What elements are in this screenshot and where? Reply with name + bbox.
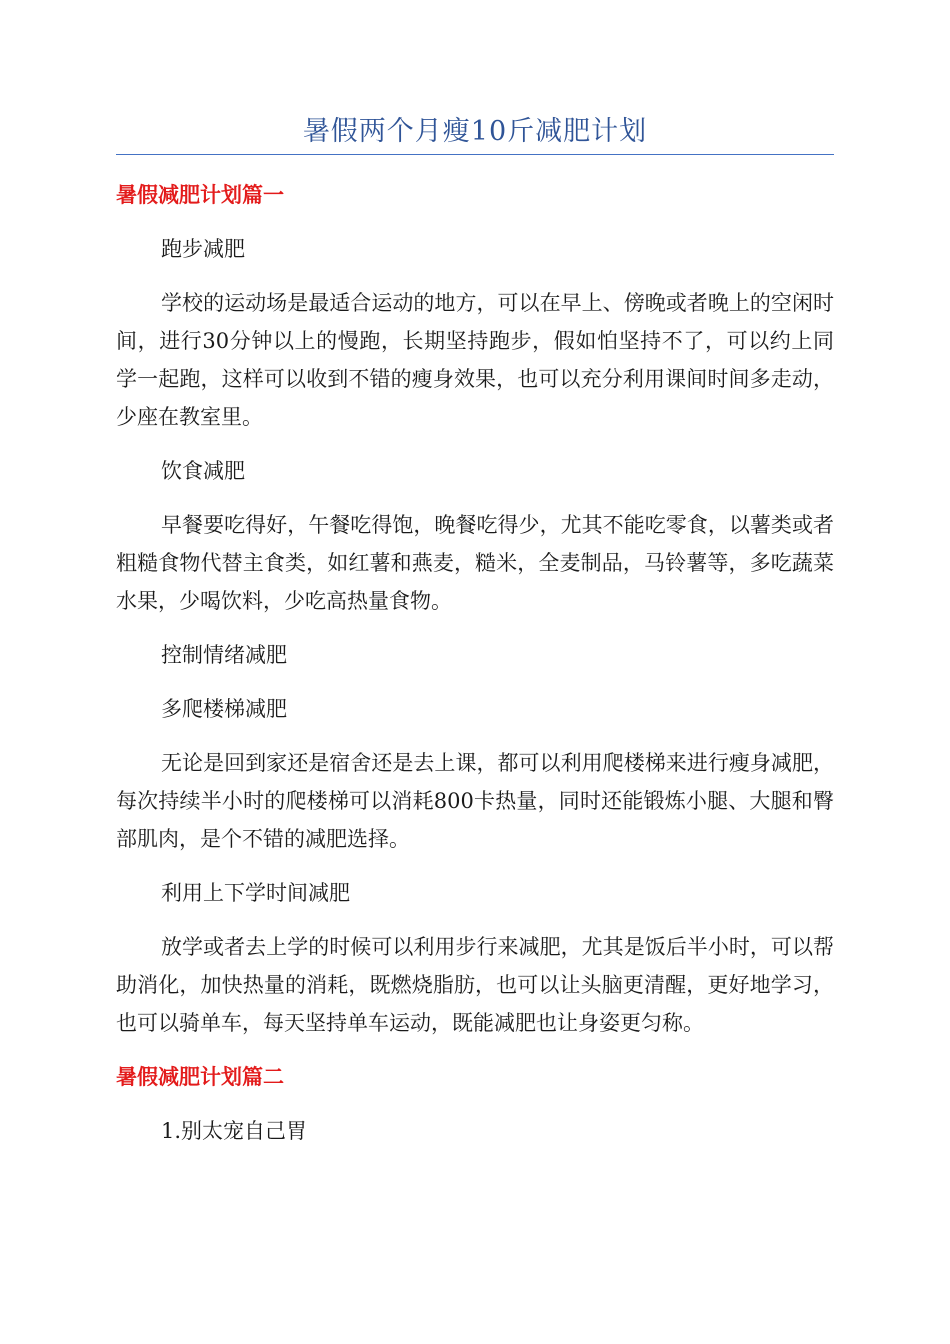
document-body: [116, 176, 834, 1150]
document-title: 暑假两个月瘦10斤减肥计划: [302, 116, 648, 147]
paragraph: 早餐要吃得好，午餐吃得饱，晚餐吃得少，尤其不能吃零食，以薯类或者粗糙食物代替主食类，如红薯和燕麦，糙米，全麦制品，马铃薯等，多吃蔬菜水果，少喝饮料，少吃高热量食物。: [116, 513, 834, 613]
paragraph: 无论是回到家还是宿舍还是去上课，都可以利用爬楼梯来进行瘦身减肥，每次持续半小时的爬楼梯可以消耗800卡热量，同时还能锻炼小腿、大腿和臀部肌肉，是个不错的减肥选择。: [116, 751, 834, 851]
sub-heading: 多爬楼梯减肥: [161, 697, 287, 721]
sub-heading: 跑步减肥: [161, 237, 245, 261]
title-divider: [116, 154, 834, 155]
sub-heading: 饮食减肥: [161, 459, 245, 483]
section-heading: 暑假减肥计划篇二: [116, 1065, 284, 1089]
paragraph: 学校的运动场是最适合运动的地方，可以在早上、傍晚或者晚上的空闲时间，进行30分钟以上的慢跑，长期坚持跑步，假如怕坚持不了，可以约上同学一起跑，这样可以收到不错的瘦身效果，也可以充分利用课间时间多走动，少座在教室里。: [116, 291, 834, 429]
sub-heading: 利用上下学时间减肥: [161, 881, 350, 905]
paragraph: 放学或者去上学的时候可以利用步行来减肥，尤其是饭后半小时，可以帮助消化，加快热量的消耗，既燃烧脂肪，也可以让头脑更清醒，更好地学习，也可以骑单车，每天坚持单车运动，既能减肥也让身姿更匀称。: [116, 935, 834, 1035]
sub-heading: 控制情绪减肥: [161, 643, 287, 667]
section-heading: 暑假减肥计划篇一: [116, 183, 284, 207]
sub-heading: 1.别太宠自己胃: [161, 1119, 308, 1143]
